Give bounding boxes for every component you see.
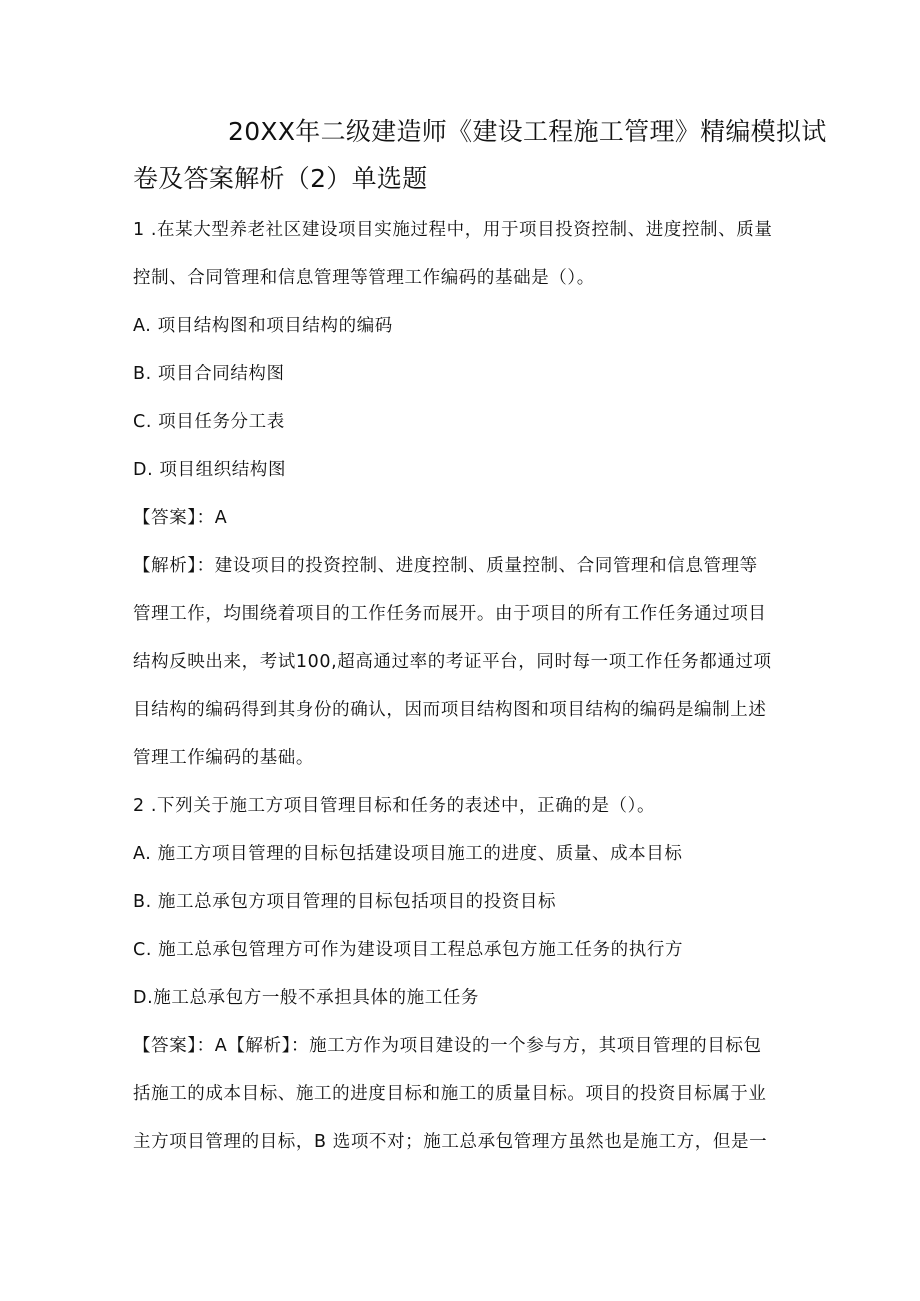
- question-1-option-a: A. 项目结构图和项目结构的编码: [133, 316, 393, 336]
- document-title-line-2: 卷及答案解析（2）单选题: [133, 164, 428, 193]
- question-1-line-2: 控制、合同管理和信息管理等管理工作编码的基础是（）。: [133, 268, 595, 288]
- question-1-explanation-line-5: 管理工作编码的基础。: [133, 748, 314, 768]
- question-2-option-d: D.施工总承包方一般不承担具体的施工任务: [133, 988, 480, 1008]
- question-1-option-d: D. 项目组织结构图: [133, 460, 287, 480]
- question-2-line-1: 2 .下列关于施工方项目管理目标和任务的表述中，正确的是（）。: [133, 796, 656, 816]
- question-2-option-b: B. 施工总承包方项目管理的目标包括项目的投资目标: [133, 892, 557, 912]
- question-1-explanation-line-1: 【解析】：建设项目的投资控制、进度控制、质量控制、合同管理和信息管理等: [133, 556, 758, 576]
- question-1-line-1: 1 .在某大型养老社区建设项目实施过程中，用于项目投资控制、进度控制、质量: [133, 220, 773, 240]
- question-2-answer-line-3: 主方项目管理的目标，B 选项不对；施工总承包管理方虽然也是施工方，但是一: [133, 1132, 768, 1152]
- document-title-line-1: 20XX年二级建造师《建设工程施工管理》精编模拟试: [228, 117, 827, 146]
- question-1-answer: 【答案】：A: [133, 508, 228, 528]
- question-1-explanation-line-4: 目结构的编码得到其身份的确认，因而项目结构图和项目结构的编码是编制上述: [133, 700, 767, 720]
- question-2-answer-line-2: 括施工的成本目标、施工的进度目标和施工的质量目标。项目的投资目标属于业: [133, 1084, 767, 1104]
- question-2-option-a: A. 施工方项目管理的目标包括建设项目施工的进度、质量、成本目标: [133, 844, 683, 864]
- question-2-answer-line-1: 【答案】：A【解析】：施工方作为项目建设的一个参与方，其项目管理的目标包: [133, 1036, 762, 1056]
- question-1-explanation-line-3: 结构反映出来，考试100,超高通过率的考证平台，同时每一项工作任务都通过项: [133, 652, 772, 672]
- question-1-explanation-line-2: 管理工作，均围绕着项目的工作任务而展开。由于项目的所有工作任务通过项目: [133, 604, 767, 624]
- question-1-option-b: B. 项目合同结构图: [133, 364, 285, 384]
- question-2-option-c: C. 施工总承包管理方可作为建设项目工程总承包方施工任务的执行方: [133, 940, 684, 960]
- question-1-option-c: C. 项目任务分工表: [133, 412, 285, 432]
